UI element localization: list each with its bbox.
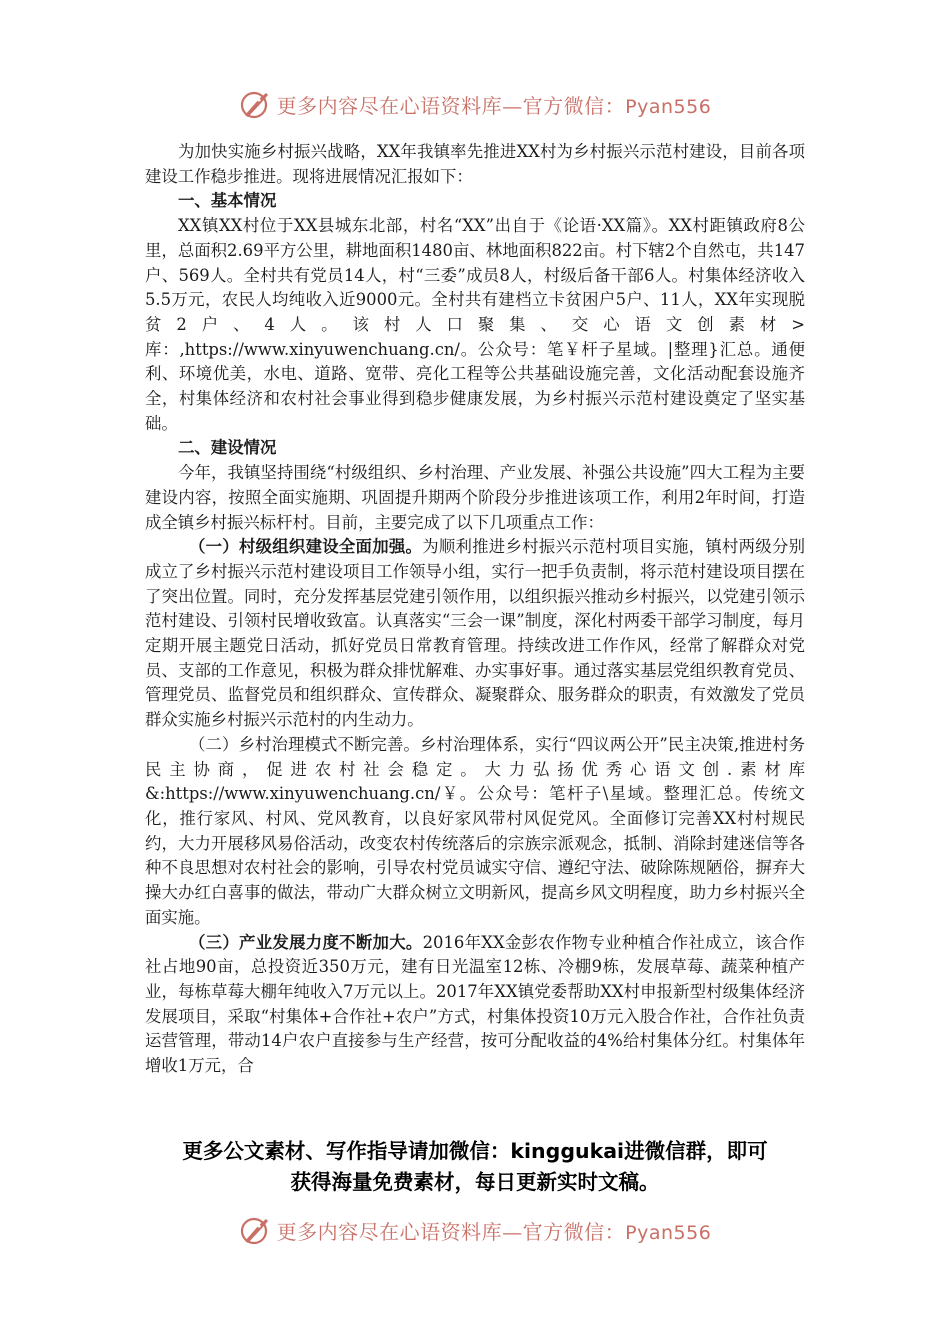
subsection-governance-body: 乡村治理体系，实行“四议两公开”民主决策,推进村务民主协商，促进农村社会稳定。大力弘扬优秀心语文创.素材库&:https://www.xinyuwenchuang.cn/￥。公众号：笔杆子\星域。整理汇总。传统文化，推行家风、村风、党风教育，以良好家风带村风促党风。全面修订完善XX村村规民约，大力开展移风易俗活动，改变农村传统落后的宗族宗派观念，抵制、消除封建迷信等各种不良思想对农村社会的影响，引导农村党员诚实守信、遵纪守法、破除陈规陋俗，摒弃大操大办红白喜事的做法，带动广大群众树立文明新风，提高乡风文明程度，助力乡村振兴全面实施。 [145,734,806,927]
subsection-organization-title: （一）村级组织建设全面加强。 [189,537,423,557]
promo-notice [110,1136,840,1198]
construction-intro-paragraph: 今年，我镇坚持围绕“村级组织、乡村治理、产业发展、补强公共设施”四大工程为主要建设内容，按照全面实施期、巩固提升期两个阶段分步推进该项工作，利用2年时间，打造成全镇乡村振兴标杆村。目前，主要完成了以下几项重点工作： [145,463,805,532]
watermark-text [277,90,712,119]
pen-nib-logo-icon [239,1213,273,1247]
subsection-industry [145,931,805,1079]
subsection-governance [145,733,805,931]
intro-paragraph: 为加快实施乡村振兴战略，XX年我镇率先推进XX村为乡村振兴示范村建设，目前各项建设工作稳步推进。现将进展情况汇报如下： [145,142,805,186]
basic-info-paragraph: XX镇XX村位于XX县城东北部，村名“XX”出自于《论语·XX篇》。XX村距镇政府8公里，总面积2.69平方公里，耕地面积1480亩、林地面积822亩。村下辖2个自然屯，共147户、569人。全村共有党员14人，村“三委”成员8人，村级后备干部6人。村集体经济收入5.5万元，农民人均纯收入近9000元。全村共有建档立卡贫困户5户、11人，XX年实现脱贫2户、4人。该村人口聚集、交心语文创素材>库：,https://www.xinyuwenchuang.cn/。公众号：笔￥杆子星域。|整理}汇总。通便利、环境优美，水电、道路、宽带、亮化工程等公共基础设施完善，文化活动配套设施齐全，村集体经济和农村社会事业得到稳步健康发展，为乡村振兴示范村建设奠定了坚实基础。 [145,216,805,433]
footer-watermark-banner [0,1210,950,1250]
watermark-text [277,1216,712,1245]
promo-notice-line-1: 更多公文素材、写作指导请加微信：kinggukai进微信群，即可 [182,1139,768,1163]
section-heading-construction: 二、建设情况 [178,438,277,458]
subsection-organization [145,535,805,733]
subsection-industry-title: （三）产业发展力度不断加大。 [189,932,423,952]
watermark-label: 更多内容尽在心语资料库—官方微信： [276,93,626,118]
header-watermark-banner [0,84,950,124]
subsection-industry-body: 2016年XX金彭农作物专业种植合作社成立，该合作社占地90亩，总投资近350万元，建有日光温室12栋、冷棚9栋，发展草莓、蔬菜种植产业，每栋草莓大棚年纯收入7万元以上。2017年XX镇党委帮助XX村申报新型村级集体经济发展项目，采取“村集体+合作社+农户”方式，村集体投资10万元入股合作社，合作社负责运营管理，带动14户农户直接参与生产经营，按可分配收益的4%给村集体分红。村集体年增收1万元，合 [145,932,805,1076]
pen-nib-logo-icon [239,87,273,121]
watermark-label: 更多内容尽在心语资料库—官方微信： [276,1219,626,1244]
watermark-wechat-id: Pyan556 [625,95,712,118]
document-body [145,140,805,1079]
watermark-wechat-id: Pyan556 [625,1221,712,1244]
subsection-organization-body: 为顺利推进乡村振兴示范村项目实施，镇村两级分别成立了乡村振兴示范村建设项目工作领导小组，实行一把手负责制，将示范村建设项目摆在了突出位置。同时，充分发挥基层党建引领作用，以组织振兴推动乡村振兴，以党建引领示范村建设、引领村民增收致富。认真落实“三会一课”制度，深化村两委干部学习制度，每月定期开展主题党日活动，抓好党员日常教育管理。持续改进工作作风，经常了解群众对党员、支部的工作意见，积极为群众排忧解难、办实事好事。通过落实基层党组织教育党员、管理党员、监督党员和组织群众、宣传群众、凝聚群众、服务群众的职责，有效激发了党员群众实施乡村振兴示范村的内生动力。 [145,537,806,730]
subsection-governance-title: （二）乡村治理模式不断完善。 [189,734,420,754]
promo-notice-line-2: 获得海量免费素材，每日更新实时文稿。 [290,1170,660,1194]
section-heading-basic: 一、基本情况 [178,191,277,211]
